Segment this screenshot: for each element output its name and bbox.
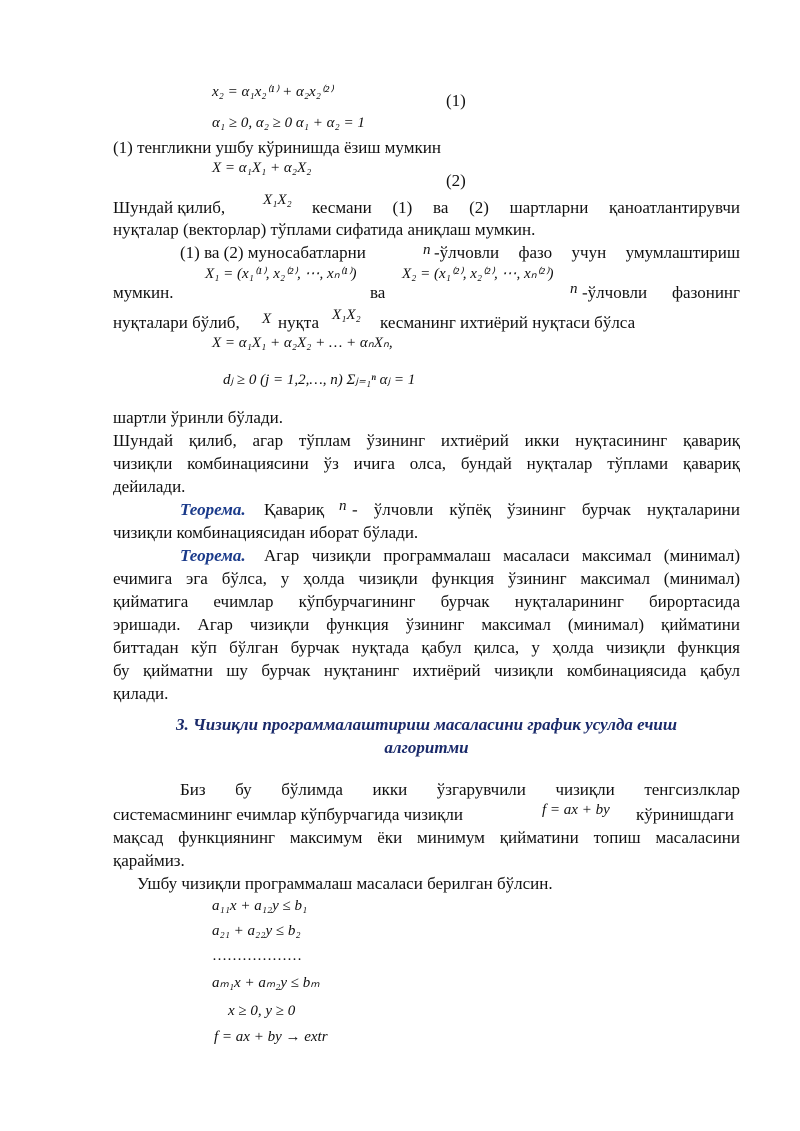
text-line: биттадан кўп бўлган бурчак нуқтада қабул қилса, у ҳолда чизиқли функция xyxy=(113,638,740,657)
text-fragment: нуқталари бўлиб, xyxy=(113,313,240,332)
formula-constraint-m: aₘ₁x + aₘ₂y ≤ bₘ xyxy=(212,975,320,991)
theorem-label: Теорема. xyxy=(180,500,246,519)
text-line: ечимига эга бўлса, у ҳолда чизиқли функция ўзининг максимал (минимал) xyxy=(113,569,740,588)
formula-objective-extr: f = ax + by → extr xyxy=(214,1029,328,1045)
text-line: бу қийматни шу бурчак нуқтанинг ихтиёрий чизиқли комбинациясида қабул xyxy=(113,661,740,680)
text-fragment: -ўлчовли фазо учун умумлаштириш xyxy=(434,243,740,262)
text-fragment: ва xyxy=(370,283,386,302)
text-line: қийматига ечимлар кўпбурчагининг бурчак нуқталарининг бирортасида xyxy=(113,592,740,611)
text-line: чизиқли комбинациясидан иборат бўлади. xyxy=(113,523,419,542)
formula-segment: X₁X₂ xyxy=(263,192,292,208)
text-line: (1) тенгликни ушбу кўринишда ёзиш мумкин xyxy=(113,138,441,157)
text-line: қараймиз. xyxy=(113,851,185,870)
text-fragment: нуқта xyxy=(278,313,320,332)
section-heading: 3. Чизиқли программалаштириш масаласини график усулда ечиш xyxy=(176,715,677,734)
text-line: эришади. Агар чизиқли функция ўзининг максимал (минимал) қийматини xyxy=(113,615,740,634)
text-line: Шундай қилиб, агар тўплам ўзининг ихтиёрий икки нуқтасининг қавариқ xyxy=(113,431,740,450)
formula-convex-combination: X = α₁X₁ + α₂X₂ + … + αₙXₙ, xyxy=(212,335,393,351)
text-fragment: -ўлчовли фазонинг xyxy=(582,283,740,302)
text-fragment: Агар чизиқли программалаш масаласи максимал (минимал) xyxy=(264,546,740,565)
formula-x-combination: X = α₁X₁ + α₂X₂ xyxy=(212,160,312,176)
equation-number-1: (1) xyxy=(446,91,466,110)
formula-ellipsis: ……………… xyxy=(212,948,302,964)
text-line: мақсад функциянинг максимум ёки минимум қийматини топиш масаласини xyxy=(113,828,740,847)
formula-n: n xyxy=(570,281,578,297)
text-fragment: (1) ва (2) муносабатларни xyxy=(180,243,366,262)
text-line: чизиқли комбинациясини ўз ичига олса, бундай нуқталар тўплами қавариқ xyxy=(113,454,740,473)
text-line: нуқталар (векторлар) тўплами сифатида аниқлаш мумкин. xyxy=(113,220,536,239)
text-line: дейилади. xyxy=(113,477,186,496)
formula-n: n xyxy=(339,498,347,514)
formula-x2: x₂ = α₁x₂⁽¹⁾ + α₂x₂⁽²⁾ xyxy=(212,84,333,100)
formula-alpha-conditions: α₁ ≥ 0, α₂ ≥ 0 α₁ + α₂ = 1 xyxy=(212,115,365,131)
text-fragment: кўринишдаги xyxy=(636,805,734,824)
formula-n: n xyxy=(423,242,431,258)
text-fragment: кесмани (1) ва (2) шартларни қаноатлантирувчи xyxy=(312,198,740,217)
text-fragment: Қавариқ xyxy=(264,500,325,519)
theorem-label: Теорема. xyxy=(180,546,246,565)
formula-segment: X₁X₂ xyxy=(332,307,361,323)
section-heading: алгоритми xyxy=(384,738,469,757)
text-line: шартли ўринли бўлади. xyxy=(113,408,283,427)
formula-conditions: dⱼ ≥ 0 (j = 1,2,…, n) Σⱼ₌₁ⁿ αⱼ = 1 xyxy=(223,372,416,388)
text-fragment: кесманинг ихтиёрий нуқтаси бўлса xyxy=(380,313,636,332)
text-fragment: Шундай қилиб, xyxy=(113,198,226,217)
formula-constraint-2: a₂₁ + a₂₂y ≤ b₂ xyxy=(212,923,301,939)
text-fragment: мумкин. xyxy=(113,283,174,302)
formula-x2-vector: X₂ = (x₁⁽²⁾, x₂⁽²⁾, ⋯, xₙ⁽²⁾) xyxy=(402,266,554,282)
formula-x: X xyxy=(262,311,272,327)
text-line: Ушбу чизиқли программалаш масаласи берилган бўлсин. xyxy=(137,874,553,893)
text-line: Биз бу бўлимда икки ўзгарувчили чизиқли тенгсизлклар xyxy=(180,780,740,799)
text-fragment: - ўлчовли кўпёқ ўзининг бурчак нуқталарини xyxy=(352,500,740,519)
formula-constraint-1: a₁₁x + a₁₂y ≤ b₁ xyxy=(212,898,308,914)
formula-objective: f = ax + by xyxy=(542,802,610,818)
text-fragment: системасмининг ечимлар кўпбурчагида чизиқли xyxy=(113,805,463,824)
equation-number-2: (2) xyxy=(446,171,466,190)
formula-nonnegativity: x ≥ 0, y ≥ 0 xyxy=(228,1003,296,1019)
text-line: қилади. xyxy=(113,684,169,703)
formula-x1-vector: X₁ = (x₁⁽¹⁾, x₂⁽²⁾, ⋯, xₙ⁽¹⁾) xyxy=(205,266,357,282)
